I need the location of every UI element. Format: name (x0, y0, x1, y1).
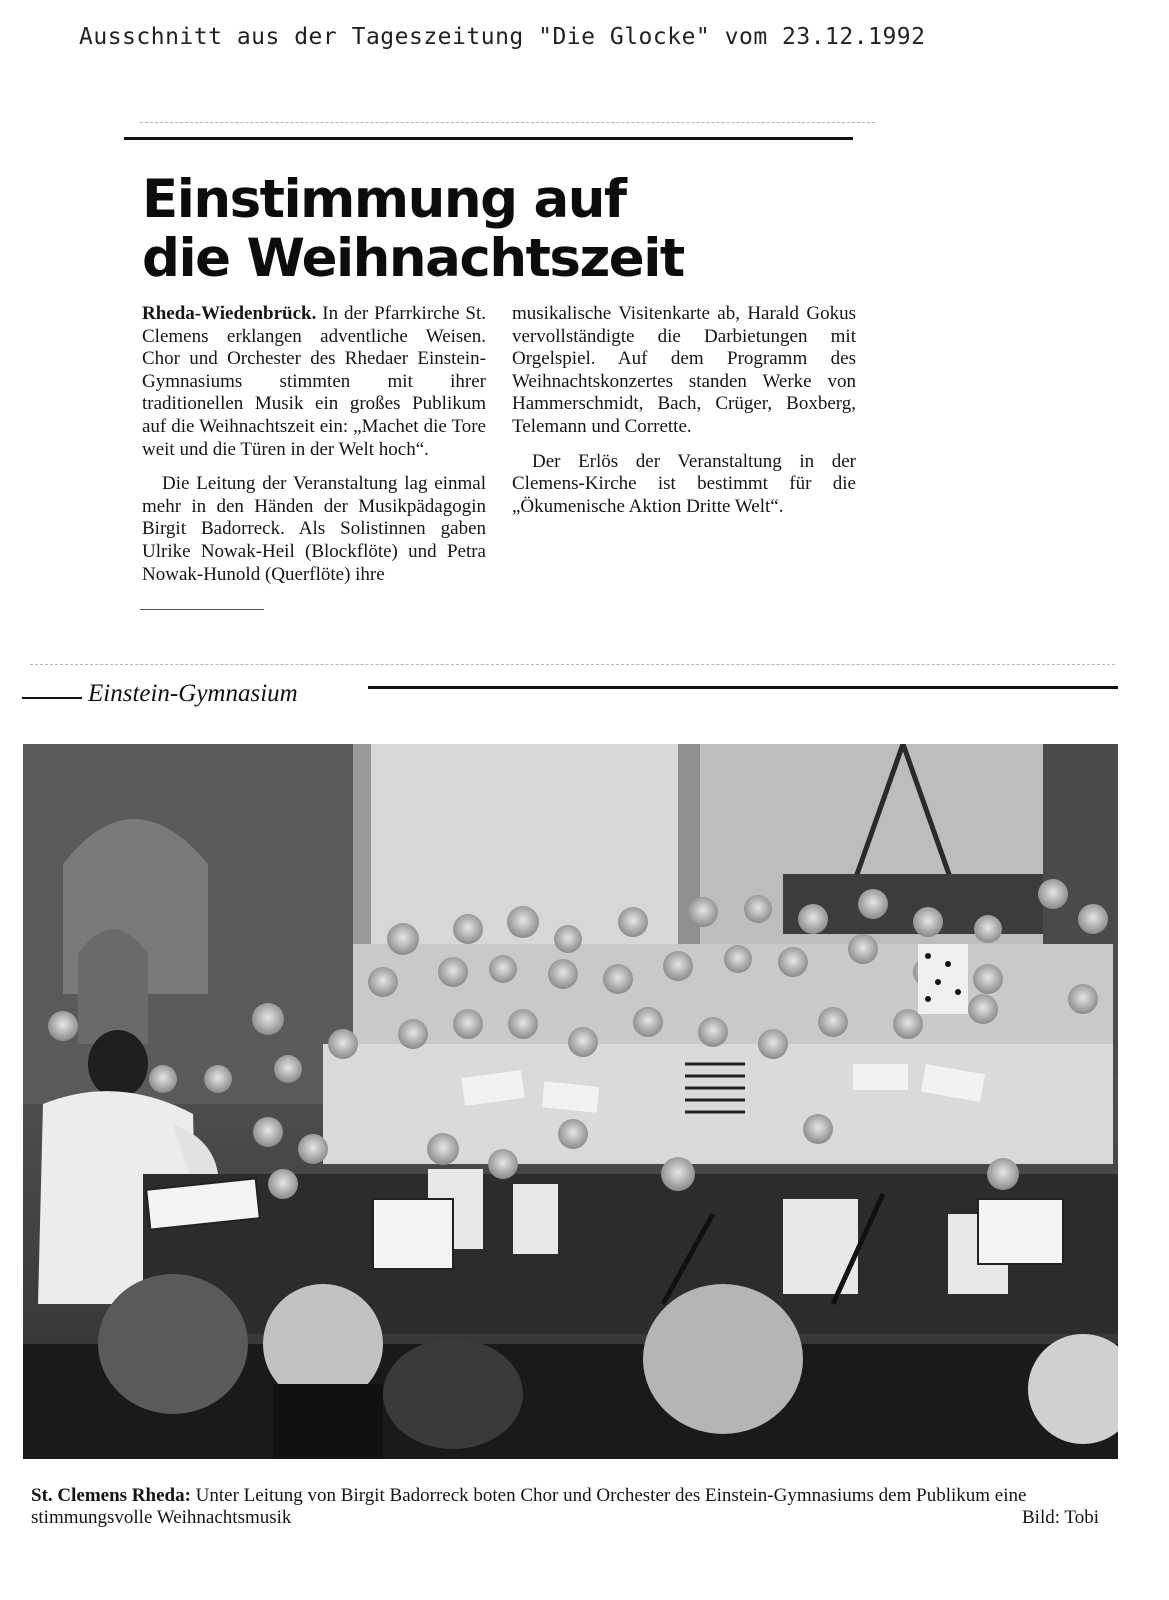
article-end-rule (140, 609, 264, 610)
paragraph-2-text: Die Leitung der Veranstaltung lag einmal mehr in den Händen der Musikpädagogin Birgit Badorreck. Als Solistinnen gaben Ulrike Nowak-Heil (Blockflöte) und Petra Nowak-Hunold (Querflöte) ihre (142, 473, 486, 585)
paragraph-3-text: Der Erlös der Veranstaltung in der Clemens-Kirche ist bestimmt für die „Ökumenische Aktion Dritte Welt“. (512, 450, 856, 517)
photo-credit: Bild: Tobi (1022, 1507, 1099, 1528)
headline-line-1: Einstimmung auf (142, 169, 626, 230)
section-label: Einstein-Gymnasium (88, 680, 298, 707)
article-paragraph-2 (142, 473, 486, 586)
article-paragraph-1 (142, 303, 486, 461)
cut-line-middle (30, 664, 1115, 665)
section-rule-left (22, 697, 82, 699)
article-column-left (142, 303, 486, 586)
clipping-source-note: Ausschnitt aus der Tageszeitung "Die Glocke" vom 23.12.1992 (79, 24, 926, 50)
headline-top-rule (124, 137, 853, 140)
section-rule-right (368, 686, 1118, 689)
dateline: Rheda-Wiedenbrück. (142, 303, 317, 324)
article-paragraph-3 (512, 451, 856, 519)
paragraph-1-text: In der Pfarrkirche St. Clemens erklangen adventliche Weisen. Chor und Orchester des Rhedaer Einstein-Gymnasiums stimmten mit ihrer traditionellen Musik ein großes Publikum auf die Weihnachtszeit ein: „Machet die Tore weit und die Türen in der Welt hoch“. (142, 303, 486, 460)
article-paragraph-2-continued: musikalische Visitenkarte ab, Harald Gokus vervollständigte die Darbietungen mit Orgelspiel. Auf dem Programm des Weihnachtskonzertes standen Werke von Hammerschmidt, Bach, Crüger, Boxberg, Telemann und Corrette. (512, 303, 856, 437)
article-column-right (512, 303, 856, 518)
concert-photo-illustration (23, 744, 1118, 1459)
cut-line-top (140, 122, 875, 123)
caption-lead: St. Clemens Rheda: (31, 1485, 191, 1506)
concert-photo (23, 744, 1118, 1459)
article-headline (142, 170, 862, 288)
caption-text: Unter Leitung von Birgit Badorreck boten Chor und Orchester des Einstein-Gymnasiums dem Publikum eine stimmungsvolle Weihnachtsmusik (31, 1485, 1027, 1528)
headline-line-2: die Weihnachtszeit (142, 228, 684, 289)
photo-caption (31, 1485, 1119, 1529)
